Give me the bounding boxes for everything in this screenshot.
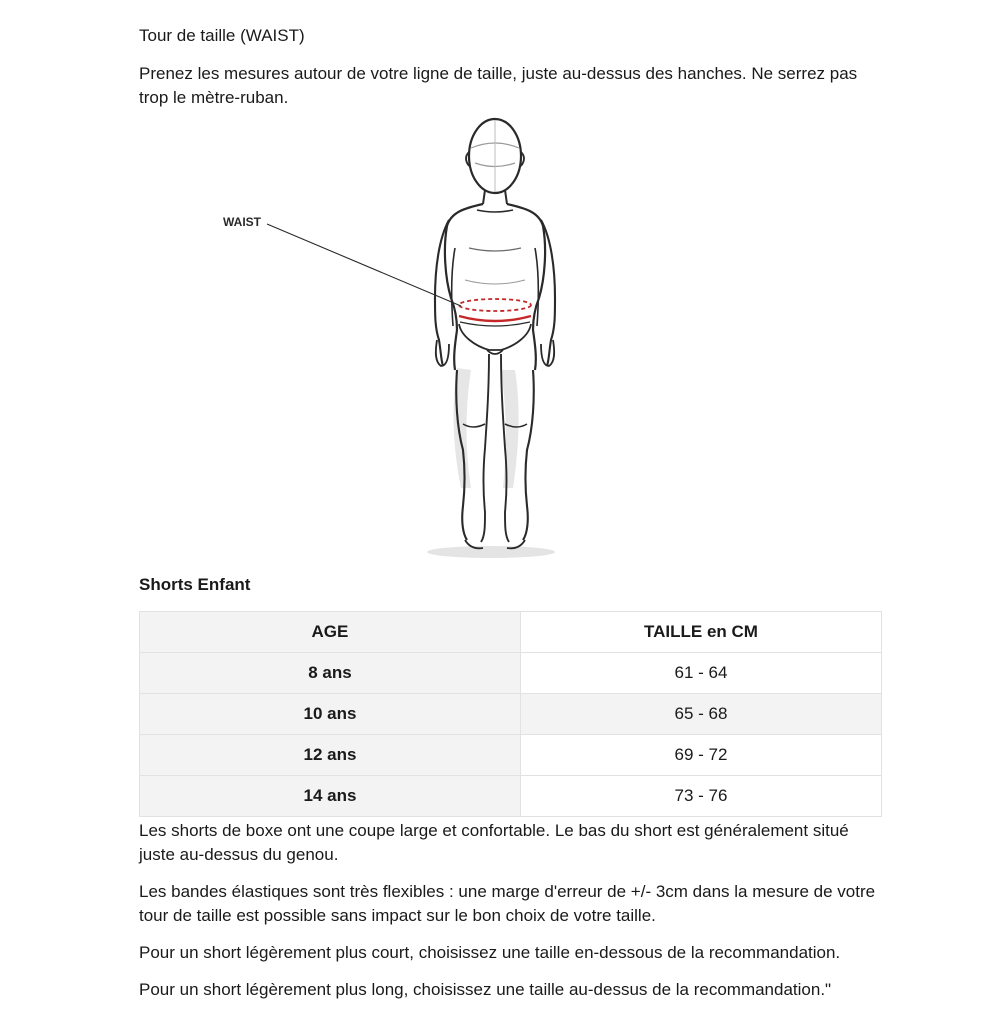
size-cell: 65 - 68 xyxy=(520,694,881,735)
note-paragraph: Les bandes élastiques sont très flexibles : une marge d'erreur de +/- 3cm dans la mesure de votre tour de taille est possible sans impact sur le bon choix de votre taille. xyxy=(139,882,876,925)
table-header-row xyxy=(140,612,882,653)
child-body-diagram-icon xyxy=(199,108,699,563)
age-cell: 12 ans xyxy=(140,735,521,776)
header-age: AGE xyxy=(140,612,521,653)
table-title: Shorts Enfant xyxy=(139,575,251,594)
torso-guide-line xyxy=(465,280,525,284)
ground-shadow xyxy=(427,546,555,558)
note-paragraph: Pour un short légèrement plus court, choisissez une taille en-dessous de la recommandation. xyxy=(139,943,841,962)
size-cell: 61 - 64 xyxy=(520,653,881,694)
age-cell: 10 ans xyxy=(140,694,521,735)
waist-label: WAIST xyxy=(223,215,261,229)
size-cell: 69 - 72 xyxy=(520,735,881,776)
age-cell: 8 ans xyxy=(140,653,521,694)
left-arm-inner xyxy=(452,248,455,326)
right-leg-outer xyxy=(523,370,534,540)
note-paragraph: Les shorts de boxe ont une coupe large et confortable. Le bas du short est généralement situé juste au-dessus du genou. xyxy=(139,821,849,864)
waist-measurement-figure xyxy=(199,108,699,563)
table-row xyxy=(140,735,882,776)
age-cell: 14 ans xyxy=(140,776,521,817)
neck xyxy=(505,190,507,204)
header-size: TAILLE en CM xyxy=(520,612,881,653)
table-row xyxy=(140,653,882,694)
notes xyxy=(139,819,884,1015)
intro-text: Prenez les mesures autour de votre ligne de taille, juste au-dessus des hanches. Ne serrez pas trop le mètre-ruban. xyxy=(139,64,858,107)
size-cell: 73 - 76 xyxy=(520,776,881,817)
neck xyxy=(483,190,485,204)
note-paragraph: Pour un short légèrement plus long, choisissez une taille au-dessus de la recommandation." xyxy=(139,980,832,999)
collarbone-line xyxy=(477,210,513,212)
table-row xyxy=(140,776,882,817)
waist-band-back xyxy=(459,299,531,311)
table-row xyxy=(140,694,882,735)
briefs-outline xyxy=(459,324,531,350)
chest-line xyxy=(469,248,521,251)
waist-band-front xyxy=(459,316,531,321)
waistline xyxy=(460,322,530,326)
waist-leader-line xyxy=(267,224,461,306)
right-arm-inner xyxy=(535,248,538,326)
size-table xyxy=(139,611,882,817)
left-leg-inner xyxy=(481,354,489,542)
section-title: Tour de taille (WAIST) xyxy=(139,26,305,45)
